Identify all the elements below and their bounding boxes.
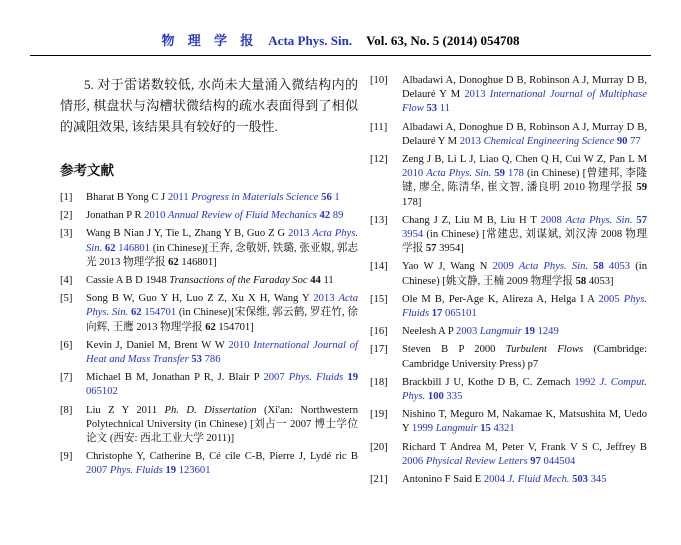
reference-segment: Wang B Nian J Y, Tie L, Zhang Y B, Guo Z G [86, 228, 289, 240]
reference-item [370, 121, 647, 149]
reference-link[interactable]: Chemical Engineering Science [483, 135, 617, 147]
reference-segment: Brackbill J U, Kothe D B, C. Zemach [402, 376, 575, 388]
reference-item [370, 408, 647, 436]
reference-link[interactable]: International Journal of Heat and Mass Transfer [86, 339, 358, 366]
reference-text [396, 153, 647, 210]
reference-number: [15] [370, 293, 388, 305]
journal-title-english: Acta Phys. Sin. [268, 33, 353, 48]
references-list-left [60, 191, 358, 479]
reference-link[interactable]: 154701 [141, 307, 177, 319]
reference-segment: (in Chinese)[宋保维, 郭云鹤, 罗荘竹, 徐向辉, 王鹰 2013 物理学报 [86, 307, 358, 333]
issue-info: Vol. 63, No. 5 (2014) 054708 [366, 33, 520, 48]
reference-link[interactable]: 1999 [411, 423, 436, 435]
reference-number: [4] [60, 275, 73, 287]
reference-text [80, 274, 358, 288]
reference-link[interactable]: 1992 [574, 376, 600, 388]
reference-segment: Yao W J, Wang N [402, 261, 493, 273]
reference-segment: Michael B M, Jonathan P R, J. Blair P [86, 372, 264, 384]
reference-link[interactable]: 2007 [263, 372, 289, 384]
reference-number: [11] [370, 121, 388, 133]
reference-segment: Christophe Y, Catherine B, Cé cile C-B, Pierre J, Lydé ric B [86, 451, 358, 463]
reference-segment: Turbulent Flows [505, 344, 594, 356]
reference-segment: 44 [310, 275, 321, 287]
reference-link[interactable]: 2007 [86, 465, 110, 477]
reference-link[interactable]: Acta Phys. Sin. [86, 293, 358, 319]
reference-link[interactable]: Acta Phys. Sin. [426, 168, 495, 180]
reference-link[interactable]: 1249 [534, 326, 559, 338]
reference-link[interactable]: Acta Phys. Sin. [518, 261, 594, 273]
page-header [30, 30, 651, 56]
right-column [370, 74, 647, 491]
reference-text [80, 339, 358, 367]
reference-text [80, 191, 358, 205]
reference-segment: Steven B P 2000 [402, 344, 506, 356]
reference-item [370, 214, 647, 257]
reference-link[interactable]: Langmuir [435, 423, 481, 435]
reference-number: [12] [370, 154, 388, 166]
reference-number: [3] [60, 228, 73, 240]
reference-link[interactable]: 2003 [456, 326, 480, 338]
reference-link[interactable]: 178 [504, 168, 524, 180]
reference-link[interactable]: J. Fluid Mech. [507, 474, 573, 486]
reference-segment: Cassie A B D 1948 [86, 275, 170, 287]
reference-segment: (Xi'an: Northwestern Polytechnical University (in Chinese) [刘占一 2007 博士学位论文 (西安: 西北工业大学 2011)] [86, 404, 358, 445]
reference-link[interactable]: 4053 [603, 261, 631, 273]
reference-number: [17] [370, 344, 388, 356]
reference-link[interactable]: 2008 [540, 214, 566, 226]
reference-segment: Albadawi A, Donoghue D B, Robinson A J, Murray D B, Delauré Y M [402, 75, 647, 101]
reference-segment: Neelesh A P [402, 326, 457, 338]
reference-text [80, 292, 358, 335]
reference-segment: (Cambridge: Cambridge University Press) p7 [402, 344, 648, 370]
reference-item [370, 293, 647, 321]
reference-link[interactable]: 2013 [464, 89, 490, 101]
reference-link[interactable]: 2009 [492, 261, 519, 273]
reference-segment: Song B W, Guo Y H, Luo Z Z, Xu X H, Wang Y [86, 293, 314, 305]
reference-link[interactable]: 065102 [86, 386, 118, 398]
reference-link[interactable]: 4321 [490, 423, 515, 435]
reference-link[interactable]: Phys. Fluids [402, 293, 647, 320]
reference-item [370, 153, 647, 210]
references-list-right [370, 74, 647, 487]
reference-segment: 62 [205, 321, 216, 333]
reference-segment: Bharat B Yong C J [86, 192, 168, 203]
reference-number: [21] [370, 474, 388, 486]
reference-link[interactable]: 56 [321, 192, 332, 203]
reference-link[interactable]: 2013 [313, 293, 339, 305]
reference-link[interactable]: 58 [593, 261, 604, 273]
reference-link[interactable]: 065101 [442, 308, 477, 320]
reference-number: [8] [60, 404, 73, 416]
reference-link[interactable]: 42 [319, 210, 331, 222]
reference-link[interactable]: 19 [347, 372, 358, 384]
reference-number: [1] [60, 192, 73, 203]
reference-link[interactable]: Annual Review of Fluid Mechanics [168, 210, 320, 222]
reference-number: [16] [370, 326, 388, 338]
reference-number: [5] [60, 293, 73, 305]
left-column [60, 74, 358, 491]
reference-segment: 57 [425, 243, 437, 255]
reference-link[interactable]: Phys. Fluids [288, 372, 348, 384]
reference-link[interactable]: 62 [130, 307, 142, 319]
reference-segment: Nishino T, Meguro M, Nakamae K, Matsushita M, Uedo Y [402, 409, 647, 435]
reference-item [60, 209, 358, 223]
reference-item [370, 473, 647, 487]
reference-link[interactable]: 2011 [167, 192, 192, 203]
reference-number: [7] [60, 372, 73, 384]
reference-text [396, 74, 647, 117]
reference-item [370, 343, 647, 371]
reference-item [60, 450, 358, 478]
reference-item [370, 260, 647, 288]
reference-segment: Richard T Andrea M, Peter V, Frank V S C, Jeffrey B [402, 441, 647, 453]
reference-text [396, 441, 647, 469]
reference-number: [2] [60, 210, 73, 222]
reference-text [396, 121, 647, 149]
reference-item [370, 376, 647, 404]
reference-link[interactable]: 2010 [144, 210, 169, 222]
two-column-body [60, 74, 647, 491]
reference-link[interactable]: 17 [431, 308, 443, 320]
reference-number: [10] [370, 75, 388, 86]
reference-link[interactable]: 57 [636, 214, 647, 226]
reference-text [396, 214, 647, 257]
reference-text [80, 209, 358, 223]
reference-text [396, 325, 647, 339]
reference-segment: 59 [636, 182, 647, 194]
reference-link[interactable]: 100 [427, 391, 444, 403]
reference-number: [20] [370, 441, 388, 453]
reference-item [370, 325, 647, 339]
reference-segment: (in Chinese)[王奔, 念敬妍, 铁璐, 张亚婌, 郭志光 2013 物理学报 [86, 242, 358, 268]
reference-link[interactable]: 97 [530, 455, 541, 467]
reference-link[interactable]: Acta Phys. Sin. [565, 214, 637, 226]
reference-link[interactable]: International Journal of Multiphase Flow [402, 89, 647, 115]
reference-link[interactable]: 2010 [228, 339, 254, 351]
reference-link[interactable]: 59 [494, 168, 505, 180]
reference-number: [18] [370, 376, 388, 388]
reference-item [60, 274, 358, 288]
reference-segment: 154701] [215, 321, 254, 333]
reference-link[interactable]: 503 [572, 474, 588, 486]
reference-segment: Transactions of the Faraday Soc [169, 275, 311, 287]
reference-link[interactable]: 77 [627, 135, 641, 147]
reference-segment: 11 [320, 275, 334, 287]
reference-text [80, 404, 358, 447]
reference-text [396, 343, 647, 371]
reference-link[interactable]: Physical Review Letters [425, 455, 531, 467]
reference-number: [9] [60, 451, 73, 463]
reference-text [80, 450, 358, 478]
reference-link[interactable]: 345 [587, 474, 607, 486]
reference-segment: Antonino F Said E [402, 474, 484, 486]
reference-text [396, 376, 647, 404]
reference-link[interactable]: 15 [480, 423, 491, 435]
reference-item [370, 441, 647, 469]
reference-item [60, 191, 358, 205]
reference-segment: Liu Z Y 2011 [86, 404, 165, 416]
reference-text [396, 408, 647, 436]
reference-link[interactable]: 53 [191, 354, 202, 366]
reference-link[interactable]: 2013 [288, 228, 313, 240]
reference-text [396, 260, 647, 288]
reference-item [60, 227, 358, 270]
reference-link[interactable]: Langmuir [479, 326, 525, 338]
reference-segment: 62 [168, 256, 179, 268]
references-heading: 参考文献 [60, 163, 114, 178]
reference-number: [14] [370, 261, 388, 273]
reference-text [396, 473, 647, 487]
reference-segment: Ph. D. Dissertation [164, 404, 264, 416]
reference-link[interactable]: 11 [437, 103, 450, 115]
reference-link[interactable]: 2004 [483, 474, 508, 486]
reference-text [396, 293, 647, 321]
reference-segment: Jonathan P R [86, 210, 145, 222]
reference-segment: 178] [402, 196, 422, 208]
reference-segment: (in Chinese) [曾建邦, 李隆键, 廖全, 陈清华, 崔文智, 潘良明 2010 物理学报 [402, 168, 648, 194]
reference-item [60, 404, 358, 447]
reference-segment: Kevin J, Daniel M, Brent W W [86, 339, 229, 351]
reference-link[interactable]: 19 [524, 326, 535, 338]
reference-link[interactable]: 146801 [115, 242, 151, 254]
reference-text [80, 371, 358, 399]
reference-link[interactable]: 62 [104, 242, 116, 254]
reference-link[interactable]: Acta Phys. Sin. [86, 228, 358, 254]
reference-number: [6] [60, 339, 73, 351]
journal-title-chinese: 物 理 学 报 [161, 33, 259, 48]
reference-segment: 4053] [586, 275, 614, 287]
reference-segment: 3954] [436, 243, 464, 255]
reference-link[interactable]: 335 [443, 391, 463, 403]
reference-segment: Ole M B, Per-Age K, Alireza A, Helga I A [402, 293, 599, 305]
reference-item [60, 339, 358, 367]
reference-link[interactable]: 1 [331, 192, 340, 203]
reference-segment: (in Chinese) [姚文静, 王楠 2009 物理学报 [402, 261, 647, 287]
reference-number: [19] [370, 409, 388, 421]
reference-link[interactable]: 044504 [540, 455, 576, 467]
reference-link[interactable]: J. Comput. Phys. [402, 376, 647, 403]
reference-link[interactable]: 2005 [598, 293, 624, 305]
reference-number: [13] [370, 214, 388, 226]
reference-segment: 146801] [178, 256, 217, 268]
reference-item [370, 74, 647, 117]
conclusion-paragraph: 5. 对于雷诺数较低, 水尚未大量涌入微结构内的情形, 棋盘状与沟槽状微结构的疏水表面得到了相似的减阻效果, 该结果具有较好的一般性. [60, 77, 358, 134]
reference-link[interactable]: 2006 [402, 455, 426, 467]
reference-item [60, 371, 358, 399]
reference-text [80, 227, 358, 270]
reference-link[interactable]: 2010 [402, 168, 427, 180]
reference-link[interactable]: Progress in Materials Science [191, 192, 322, 203]
reference-link[interactable]: 89 [330, 210, 344, 222]
reference-segment: Albadawi A, Donoghue D B, Robinson A J, Murray D B, Delauré Y M [402, 121, 647, 147]
reference-link[interactable]: Phys. Fluids [109, 465, 166, 477]
reference-link[interactable]: 786 [201, 354, 221, 366]
reference-link[interactable]: 123601 [176, 465, 211, 477]
reference-link[interactable]: 53 [426, 103, 438, 115]
reference-segment: Chang J Z, Liu M B, Liu H T [402, 214, 541, 226]
reference-link[interactable]: 19 [165, 465, 177, 477]
reference-link[interactable]: 90 [616, 135, 628, 147]
reference-segment: Zeng J B, Li L J, Liao Q, Chen Q H, Cui W Z, Pan L M [402, 154, 647, 166]
reference-link[interactable]: 2013 [459, 135, 484, 147]
reference-segment: 58 [575, 275, 587, 287]
reference-segment: (in Chinese) [常建忠, 刘谋斌, 刘汉涛 2008 物理学报 [402, 229, 647, 255]
reference-link[interactable]: 3954 [402, 229, 424, 241]
reference-item [60, 292, 358, 335]
